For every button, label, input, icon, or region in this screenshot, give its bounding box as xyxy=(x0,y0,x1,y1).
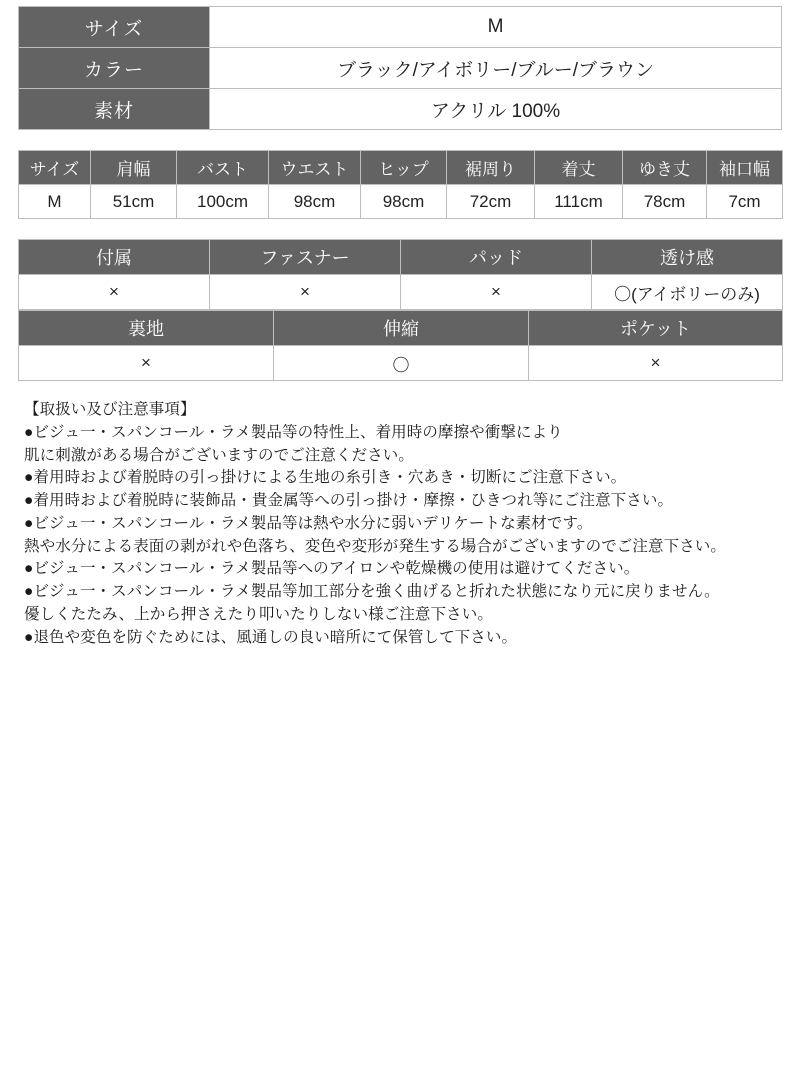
care-note-line: ●ビジュ一・スパンコール・ラメ製品等は熱や水分に弱いデリケートな素材です。 xyxy=(24,514,593,532)
attribute-value-sheerness: 〇(アイボリーのみ) xyxy=(592,275,783,310)
care-notes-title: 【取扱い及び注意事項】 xyxy=(24,401,196,418)
care-note-line: ●着用時および着脱時の引っ掛けによる生地の糸引き・穴あき・切断にご注意下さい。 xyxy=(24,469,627,487)
attributes-value-row xyxy=(19,346,783,381)
attributes-header-row xyxy=(19,240,783,275)
attribute-value-lining: × xyxy=(19,346,274,381)
spec-value-color: ブラック/アイボリー/ブルー/ブラウン xyxy=(210,48,782,89)
spec-label-size: サイズ xyxy=(19,7,210,48)
care-note-line: ●退色や変色を防ぐためには、風通しの良い暗所にて保管して下さい。 xyxy=(24,628,518,646)
attribute-header-pocket: ポケット xyxy=(529,311,783,346)
care-notes xyxy=(18,399,782,650)
attributes-value-row xyxy=(19,275,783,310)
attributes-top-table xyxy=(18,239,783,310)
product-spec-page xyxy=(0,6,800,1073)
spec-value-material: アクリル 100% xyxy=(210,89,782,130)
measurement-header-hip: ヒップ xyxy=(361,151,447,185)
attribute-value-zipper: × xyxy=(210,275,401,310)
attributes-bottom-table xyxy=(18,310,783,381)
table-row xyxy=(19,48,782,89)
measurement-value-bust: 100cm xyxy=(177,185,269,219)
attribute-header-sheerness: 透け感 xyxy=(592,240,783,275)
attribute-value-accessory: × xyxy=(19,275,210,310)
measurement-header-bust: バスト xyxy=(177,151,269,185)
measurement-value-size: M xyxy=(19,185,91,219)
measurement-header-length: 着丈 xyxy=(535,151,623,185)
table-row xyxy=(19,89,782,130)
table-row xyxy=(19,7,782,48)
measurements-value-row xyxy=(19,185,783,219)
measurement-value-sleeve: 78cm xyxy=(623,185,707,219)
measurement-header-size: サイズ xyxy=(19,151,91,185)
measurement-value-hip: 98cm xyxy=(361,185,447,219)
basic-spec-table xyxy=(18,6,782,130)
measurement-value-cuff: 7cm xyxy=(707,185,783,219)
care-note-line: 熱や水分による表面の剥がれや色落ち、変色や変形が発生する場合がございますのでご注意下さい。 xyxy=(24,537,727,555)
attribute-header-pad: パッド xyxy=(401,240,592,275)
spec-value-size: M xyxy=(210,7,782,48)
spec-label-material: 素材 xyxy=(19,89,210,130)
care-note-line: ●ビジュ一・スパンコール・ラメ製品等の特性上、着用時の摩擦や衝撃により xyxy=(24,423,563,441)
care-note-line: ●ビジュ一・スパンコール・ラメ製品等へのアイロンや乾燥機の使用は避けてください。 xyxy=(24,560,640,578)
attributes-header-row xyxy=(19,311,783,346)
measurement-header-cuff: 袖口幅 xyxy=(707,151,783,185)
measurement-value-shoulder: 51cm xyxy=(91,185,177,219)
attribute-header-accessory: 付属 xyxy=(19,240,210,275)
measurement-value-waist: 98cm xyxy=(269,185,361,219)
measurements-header-row xyxy=(19,151,783,185)
attribute-header-lining: 裏地 xyxy=(19,311,274,346)
measurement-header-hem: 裾周り xyxy=(447,151,535,185)
attribute-value-pocket: × xyxy=(529,346,783,381)
spec-label-color: カラー xyxy=(19,48,210,89)
measurement-value-length: 111cm xyxy=(535,185,623,219)
care-note-line: ●着用時および着脱時に装飾品・貴金属等への引っ掛け・摩擦・ひきつれ等にご注意下さい。 xyxy=(24,492,674,510)
attribute-value-stretch: 〇 xyxy=(274,346,529,381)
measurement-value-hem: 72cm xyxy=(447,185,535,219)
attribute-header-zipper: ファスナー xyxy=(210,240,401,275)
attribute-value-pad: × xyxy=(401,275,592,310)
care-note-line: ●ビジュ一・スパンコール・ラメ製品等加工部分を強く曲げると折れた状態になり元に戻りません。 xyxy=(24,583,720,601)
measurement-header-waist: ウエスト xyxy=(269,151,361,185)
measurements-table xyxy=(18,150,783,219)
measurement-header-sleeve: ゆき丈 xyxy=(623,151,707,185)
care-note-line: 優しくたたみ、上から押さえたり叩いたりしない様ご注意下さい。 xyxy=(24,606,493,624)
care-note-line: 肌に刺激がある場合がございますのでご注意ください。 xyxy=(24,446,415,464)
attribute-header-stretch: 伸縮 xyxy=(274,311,529,346)
measurement-header-shoulder: 肩幅 xyxy=(91,151,177,185)
